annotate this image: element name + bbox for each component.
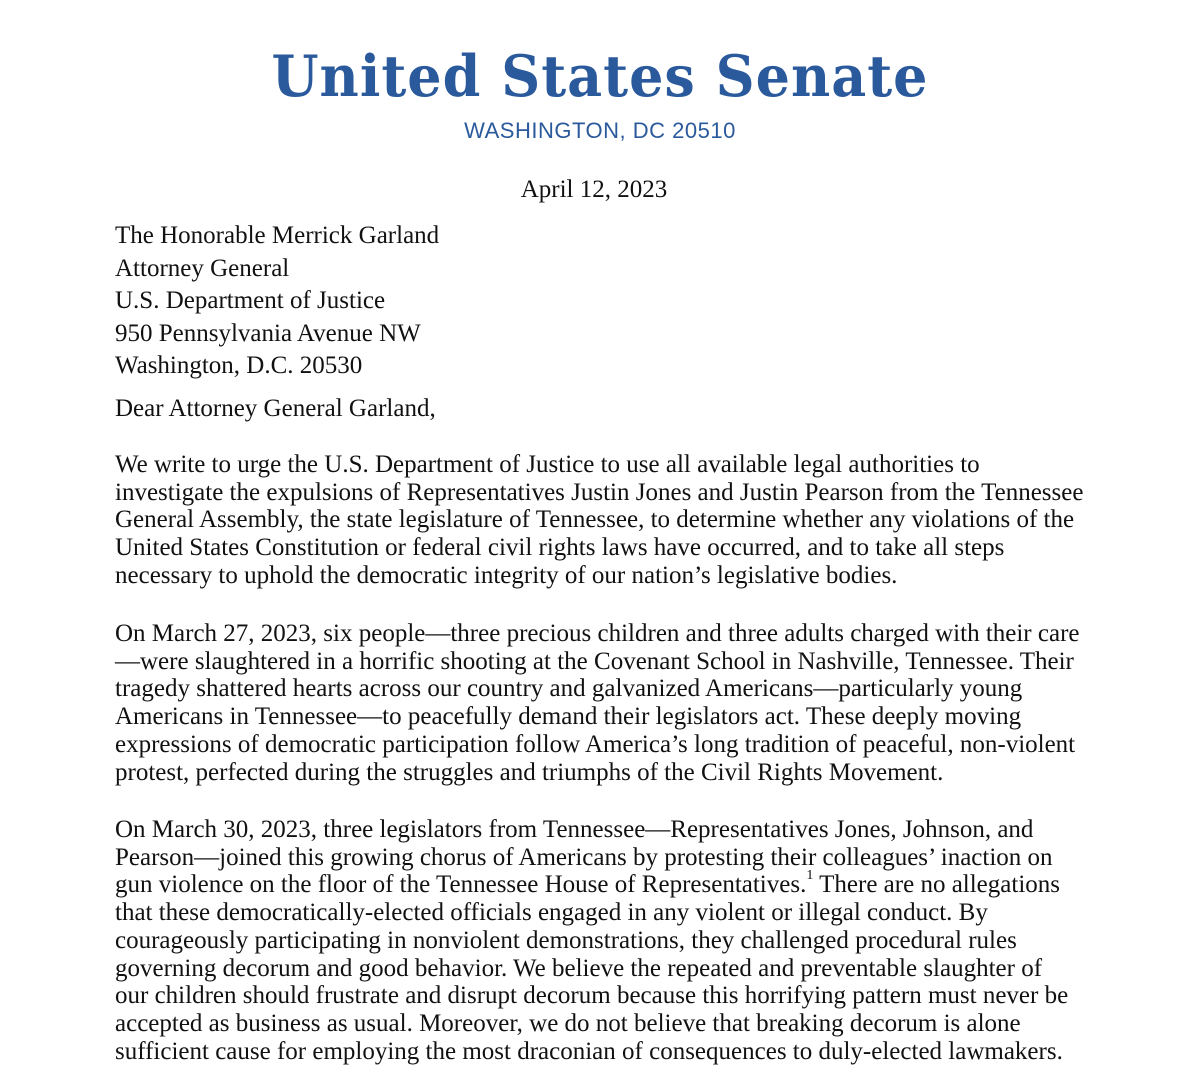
paragraph-1 — [115, 451, 1084, 590]
paragraph-line: protest, perfected during the struggles and triumphs of the Civil Rights Movement. — [115, 758, 944, 786]
footnote-marker[interactable]: 1 — [806, 868, 814, 884]
paragraph-line-with-footnote — [115, 868, 1075, 899]
recipient-street: 950 Pennsylvania Avenue NW — [115, 319, 421, 347]
paragraph-line: tragedy shattered hearts across our country and galvanized Americans—particularly young — [115, 675, 1023, 703]
paragraph-line: On March 27, 2023, six people—three precious children and three adults charged with their care — [115, 620, 1080, 647]
letterhead-title: United States Senate — [271, 42, 929, 110]
paragraph-line: Pearson—joined this growing chorus of Americans by protesting their colleagues’ inaction on — [115, 843, 1053, 871]
paragraph-line: expressions of democratic participation follow America’s long tradition of peaceful, non-violent — [115, 730, 1076, 758]
paragraph-line: that these democratically-elected officials engaged in any violent or illegal conduct. By — [115, 899, 988, 927]
paragraph-line: General Assembly, the state legislature of Tennessee, to determine whether any violations of the — [115, 506, 1075, 534]
recipient-address-block — [115, 220, 439, 383]
recipient-city: Washington, D.C. 20530 — [115, 352, 363, 379]
paragraph-3 — [115, 816, 1075, 1065]
recipient-department: U.S. Department of Justice — [115, 287, 386, 314]
paragraph-line: Americans in Tennessee—to peacefully demand their legislators act. These deeply moving — [115, 703, 1022, 731]
paragraph-2 — [115, 620, 1080, 786]
paragraph-line: United States Constitution or federal civil rights laws have occurred, and to take all steps — [115, 534, 1005, 562]
paragraph-text: There are no allegations — [813, 871, 1060, 899]
paragraph-line: —were slaughtered in a horrific shooting at the Covenant School in Nashville, Tennessee. Their — [115, 647, 1074, 675]
paragraph-line: governing decorum and good behavior. We believe the repeated and preventable slaughter of — [115, 954, 1043, 982]
paragraph-line: On March 30, 2023, three legislators from Tennessee—Representatives Jones, Johnson, and — [115, 816, 1034, 843]
paragraph-line: our children should frustrate and disrupt decorum because this horrifying pattern must never be — [115, 982, 1069, 1010]
paragraph-line: sufficient cause for employing the most draconian of consequences to duly-elected lawmakers. — [115, 1037, 1063, 1065]
salutation: Dear Attorney General Garland, — [115, 395, 436, 422]
recipient-name: The Honorable Merrick Garland — [115, 222, 440, 249]
paragraph-line: investigate the expulsions of Representatives Justin Jones and Justin Pearson from the Tennessee — [115, 478, 1084, 506]
paragraph-line: necessary to uphold the democratic integrity of our nation’s legislative bodies. — [115, 561, 898, 589]
paragraph-line: We write to urge the U.S. Department of Justice to use all available legal authorities to — [115, 451, 980, 478]
recipient-title: Attorney General — [115, 254, 290, 282]
paragraph-line: accepted as business as usual. Moreover, we do not believe that breaking decorum is alone — [115, 1009, 1021, 1037]
letter-date: April 12, 2023 — [520, 176, 668, 203]
paragraph-line: courageously participating in nonviolent demonstrations, they challenged procedural rules — [115, 926, 1017, 954]
letterhead-address: WASHINGTON, DC 20510 — [464, 118, 736, 143]
paragraph-text: gun violence on the floor of the Tennessee House of Representatives. — [115, 871, 807, 899]
